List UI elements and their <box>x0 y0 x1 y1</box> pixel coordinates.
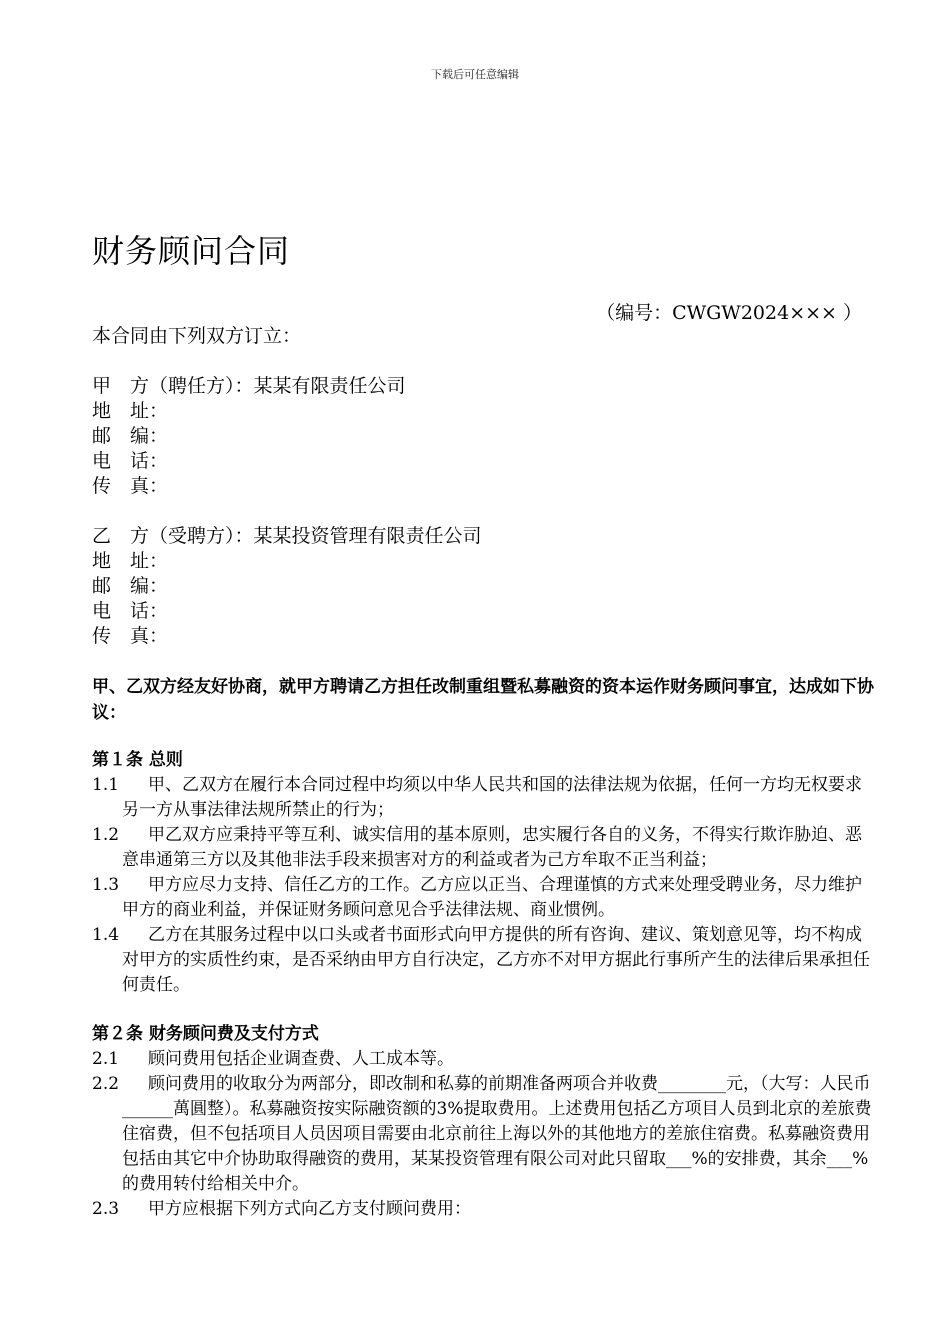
section-2-title: 第２条 财务顾问费及支付方式 <box>92 1024 319 1044</box>
clause-text: 乙方在其服务过程中以口头或者书面形式向甲方提供的所有咨询、建议、策划意见等，均不构成对甲方的实质性约束，是否采纳由甲方自行决定，乙方亦不对甲方据此行事所产生的法律后果承担任何责任。 <box>122 925 870 995</box>
party-b-address: 地 址： <box>92 550 169 572</box>
section-1 <box>92 748 872 998</box>
clause <box>92 823 872 873</box>
clause <box>92 1072 872 1197</box>
clause <box>92 873 872 923</box>
clause-number: 2.2 <box>92 1074 120 1094</box>
intro-text: 本合同由下列双方订立： <box>92 325 302 347</box>
header-note: 下载后可任意编辑 <box>431 68 519 81</box>
section-1-title: 第１条 总则 <box>92 750 183 770</box>
party-a-phone: 电 话： <box>92 450 169 472</box>
page-title: 财务顾问合同 <box>92 232 291 270</box>
clause <box>92 1047 872 1072</box>
clause-text: 甲方应根据下列方式向乙方支付顾问费用： <box>148 1199 471 1219</box>
party-a-address: 地 址： <box>92 400 169 422</box>
clause-number: 1.2 <box>92 825 120 845</box>
section-2 <box>92 1022 872 1222</box>
clause-text: 甲、乙双方在履行本合同过程中均须以中华人民共和国的法律法规为依据，任何一方均无权要求另一方从事法律法规所禁止的行为； <box>122 775 862 820</box>
party-a-postcode: 邮 编： <box>92 425 169 447</box>
clause-number: 1.3 <box>92 875 120 895</box>
party-b-name: 乙 方（受聘方）：某某投资管理有限责任公司 <box>92 525 482 547</box>
party-b-phone: 电 话： <box>92 600 169 622</box>
clause-number: 1.4 <box>92 925 120 945</box>
clause-text: 顾问费用包括企业调查费、人工成本等。 <box>148 1049 454 1069</box>
clause-text: 甲方应尽力支持、信任乙方的工作。乙方应以正当、合理谨慎的方式来处理受聘业务，尽力维护甲方的商业利益，并保证财务顾问意见合乎法律法规、商业惯例。 <box>122 875 862 920</box>
clause-number: 2.1 <box>92 1049 120 1069</box>
contract-number: （编号：CWGW2024××× ） <box>596 302 862 324</box>
party-b-fax: 传 真： <box>92 625 169 647</box>
clause-number: 2.3 <box>92 1199 120 1219</box>
clause <box>92 773 872 823</box>
party-a-name: 甲 方（聘任方）：某某有限责任公司 <box>92 375 406 397</box>
party-a-block <box>92 374 872 499</box>
clause <box>92 923 872 998</box>
clause-number: 1.1 <box>92 775 120 795</box>
party-a-fax: 传 真： <box>92 475 169 497</box>
clause-text: 甲乙双方应秉持平等互利、诚实信用的基本原则，忠实履行各自的义务，不得实行欺诈胁迫、恶意串通第三方以及其他非法手段来损害对方的利益或者为己方牟取不正当利益； <box>122 825 862 870</box>
party-b-block <box>92 524 872 649</box>
agreement-statement: 甲、乙双方经友好协商，就甲方聘请乙方担任改制重组暨私募融资的资本运作财务顾问事宜，达成如下协议： <box>92 677 874 723</box>
clause-text: 顾问费用的收取分为两部分，即改制和私募的前期准备两项合并收费________元，（大写：人民币______萬圓整）。私募融资按实际融资额的3%提取费用。上述费用包括乙方项目人员到北京的差旅费住宿费，但不包括项目人员因项目需要由北京前往上海以外的其他地方的差旅住宿费。私募融资费用包括由其它中介协助取得融资的费用，某某投资管理有限公司对此只留取___%的安排费，其余___%的费用转付给相关中介。 <box>122 1074 872 1194</box>
clause <box>92 1197 872 1222</box>
party-b-postcode: 邮 编： <box>92 575 169 597</box>
